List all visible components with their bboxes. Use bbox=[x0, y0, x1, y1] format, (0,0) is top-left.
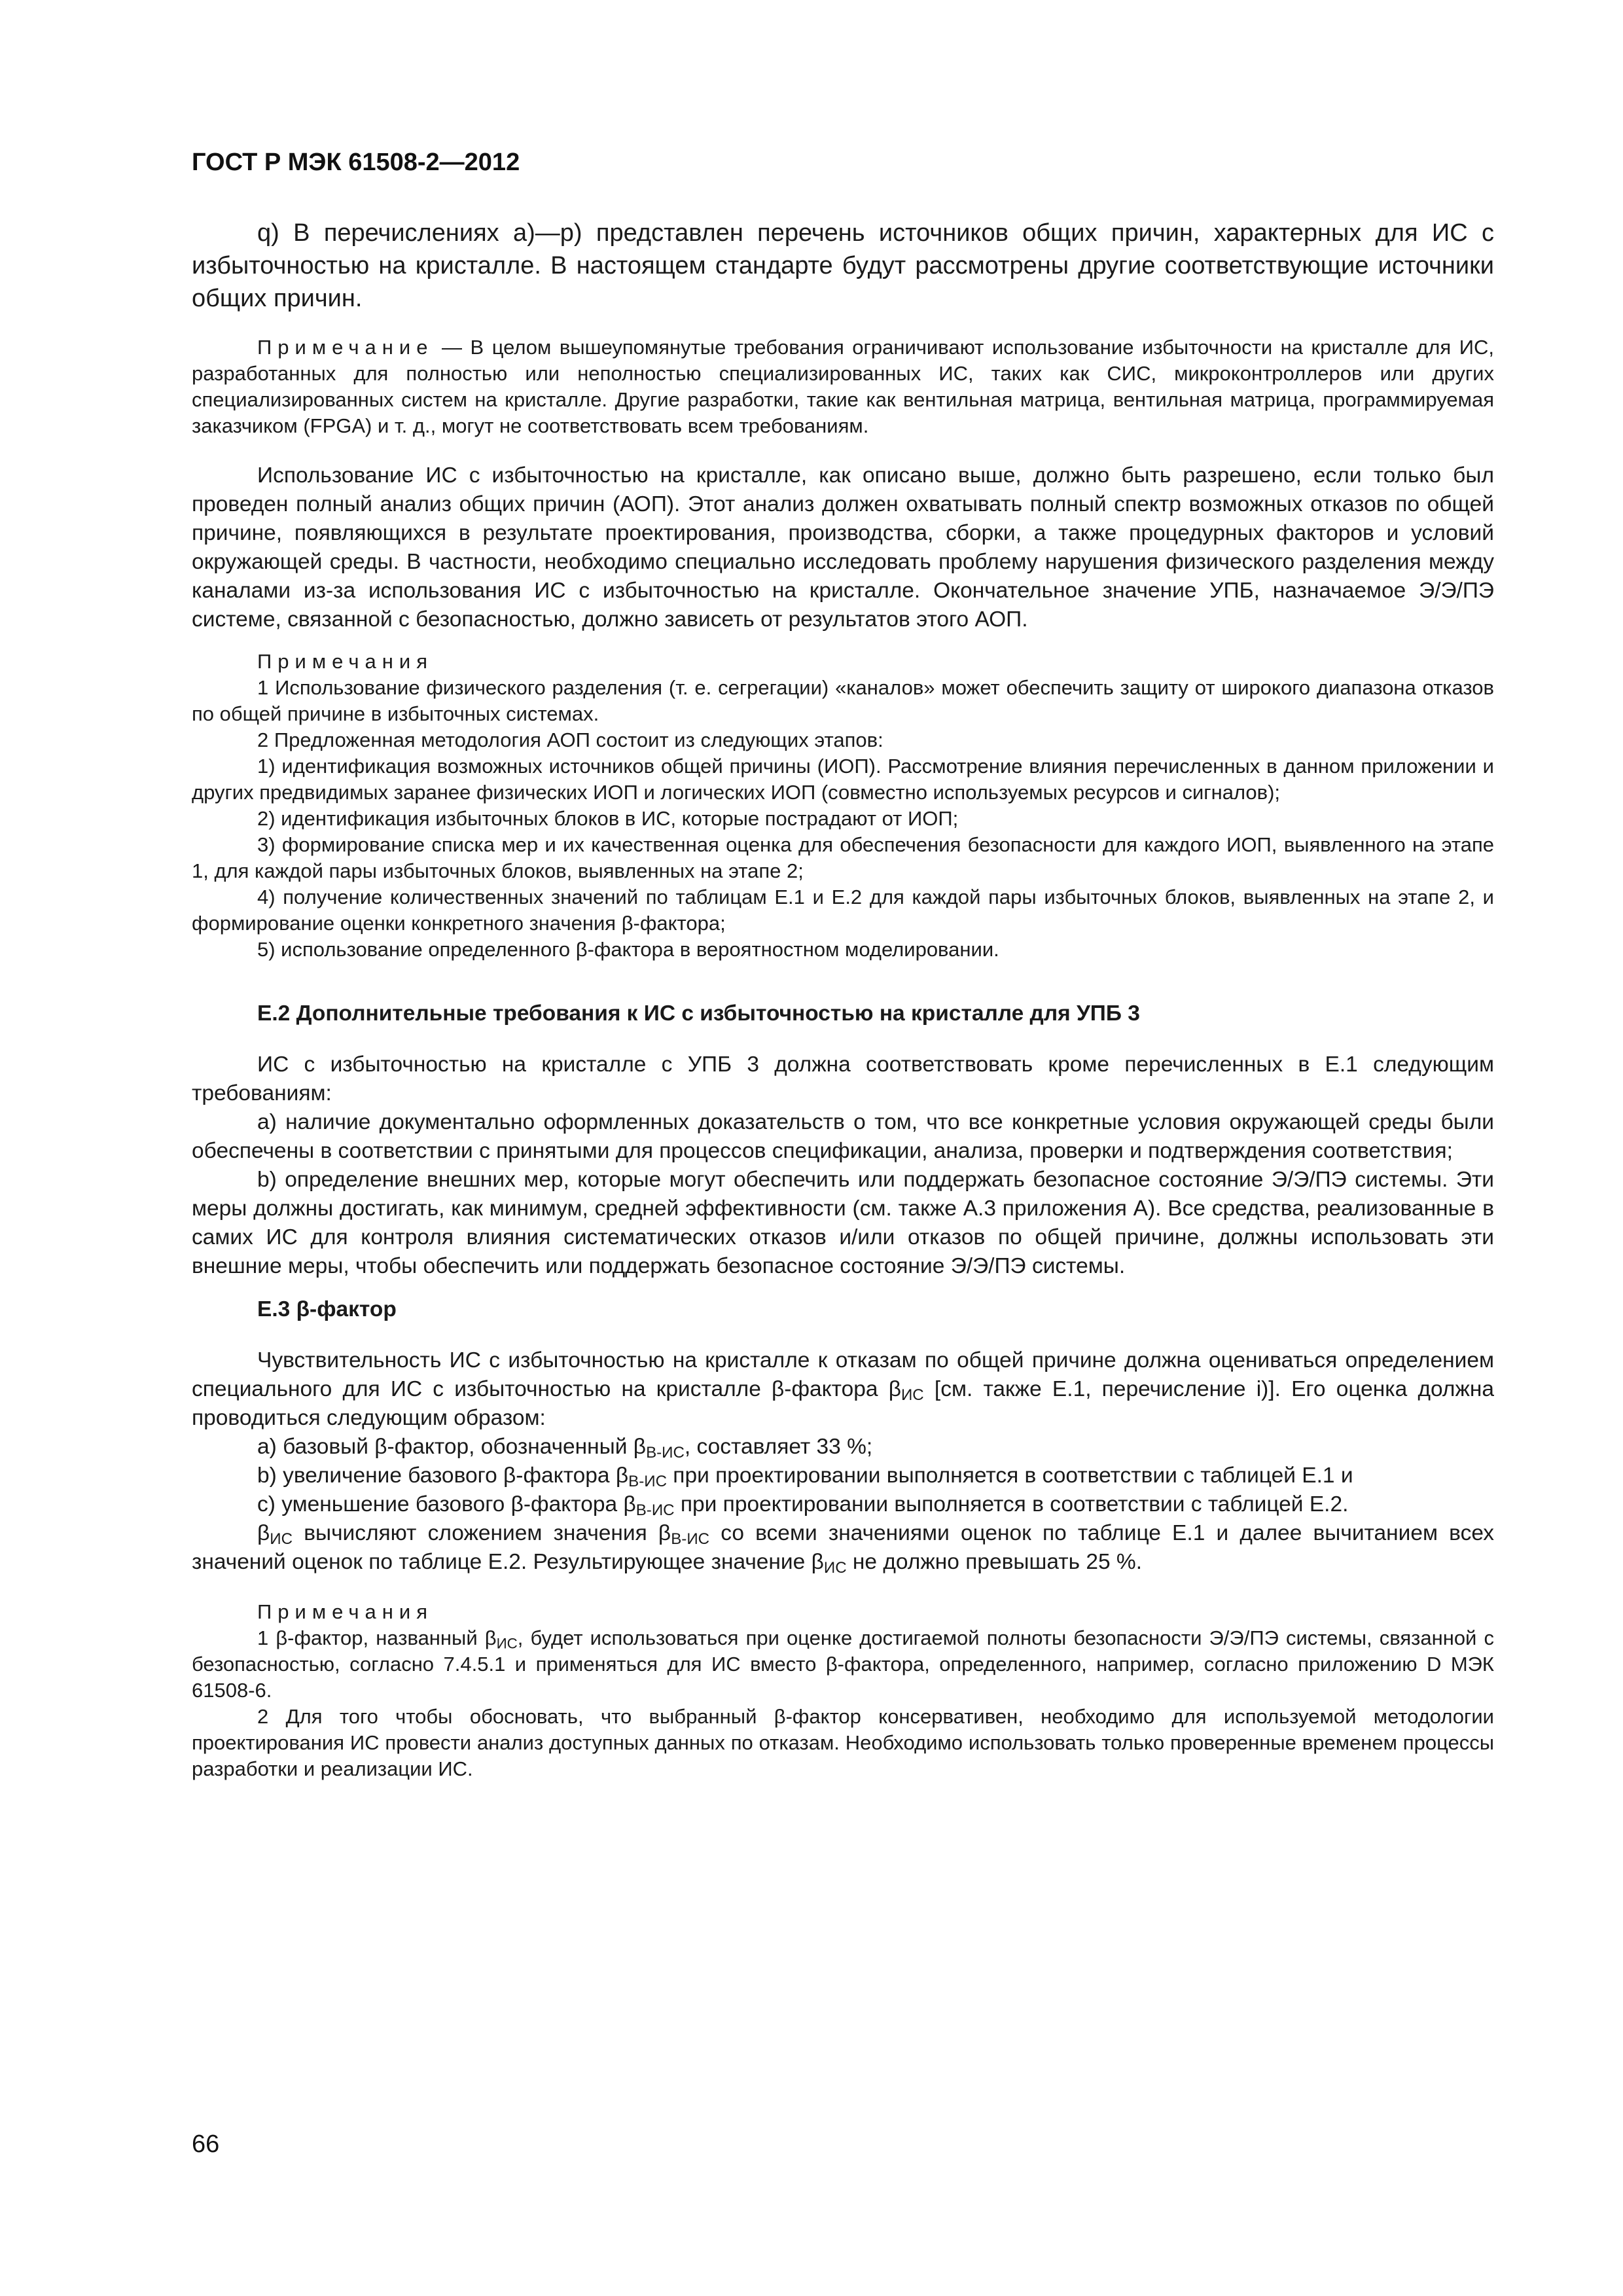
subscript: ИС bbox=[496, 1635, 518, 1652]
text-run: β bbox=[257, 1521, 270, 1545]
subscript: B-ИС bbox=[635, 1501, 675, 1520]
text-run: при проектировании выполняется в соответствии с таблицей Е.2. bbox=[674, 1492, 1349, 1516]
text-run: b) увеличение базового β-фактора β bbox=[257, 1463, 629, 1488]
notes-2-item: 2 Предложенная методология АОП состоит из следующих этапов: bbox=[257, 728, 883, 751]
text-run: со всеми значениями оценок по таблице Е.1 и далее вычитанием всех значений оценок по таблице Е.2. Результирующее значение β bbox=[192, 1521, 1494, 1574]
subscript: B-ИС bbox=[628, 1473, 667, 1491]
page-number: 66 bbox=[192, 2130, 220, 2158]
section-e2 bbox=[192, 999, 1494, 1281]
section-e2-lead: ИС с избыточностью на кристалле с УПБ 3 должна соответствовать кроме перечисленных в Е.1 следующим требованиям: bbox=[192, 1052, 1494, 1105]
notes-3-item-1 bbox=[192, 1625, 1494, 1704]
section-e3-heading: Е.3 β-фактор bbox=[257, 1297, 397, 1321]
notes-2-label: Примечания bbox=[257, 650, 433, 673]
section-e2-item-a: a) наличие документально оформленных доказательств о том, что все конкретные условия окружающей среды были обеспечены в соответствии с принятыми для процессов спецификации, анализа, проверки и подтверждения соответствия; bbox=[192, 1110, 1494, 1163]
notes-2 bbox=[192, 649, 1494, 963]
notes-3 bbox=[192, 1599, 1494, 1782]
text-run: не должно превышать 25 %. bbox=[846, 1550, 1143, 1574]
section-e3-item-c bbox=[192, 1490, 1494, 1519]
section-e3-item-b bbox=[192, 1462, 1494, 1490]
subscript: B-ИС bbox=[646, 1444, 685, 1462]
subscript: ИС bbox=[901, 1386, 924, 1405]
text-run: , будет использоваться при оценке достигаемой полноты безопасности Э/Э/ПЭ системы, связанной с безопасностью, согласно 7.4.5.1 и применяться для ИС вместо β-фактора, определенного, например, согласно приложению D МЭК 61508-6. bbox=[192, 1626, 1494, 1702]
document-page bbox=[192, 147, 1494, 1782]
text-run: при проектировании выполняется в соответствии с таблицей Е.1 и bbox=[667, 1463, 1353, 1488]
notes-3-item-2: 2 Для того чтобы обосновать, что выбранный β-фактор консервативен, необходимо для используемой методологии проектирования ИС провести анализ доступных данных по отказам. Необходимо использовать только проверенные временем процессы разработки и реализации ИС. bbox=[192, 1705, 1494, 1780]
text-run: Чувствительность ИС с избыточностью на кристалле к отказам по общей причине должна оцениваться определением специального для ИС с избыточностью на кристалле β-фактора β bbox=[192, 1348, 1494, 1401]
notes-2-item: 1) идентификация возможных источников общей причины (ИОП). Рассмотрение влияния перечисленных в данном приложении и других предвидимых заранее физических ИОП и логических ИОП (совместно используемых ресурсов и сигналов); bbox=[192, 755, 1494, 804]
section-e2-item-b: b) определение внешних мер, которые могут обеспечить или поддержать безопасное состояние Э/Э/ПЭ системы. Эти меры должны достигать, как минимум, средней эффективности (см. также А.3 приложения А). Все средства, реализованные в самих ИС для контроля влияния систематических отказов и/или отказов по общей причине, должны использовать эти внешние меры, чтобы обеспечить или поддержать безопасное состояние Э/Э/ПЭ системы. bbox=[192, 1168, 1494, 1278]
text-run: c) уменьшение базового β-фактора β bbox=[257, 1492, 636, 1516]
intro-q-item: q) В перечислениях а)—р) представлен перечень источников общих причин, характерных для ИС с избыточностью на кристалле. В настоящем стандарте будут рассмотрены другие соответствующие источники общих причин. bbox=[192, 219, 1494, 312]
notes-3-label: Примечания bbox=[257, 1600, 433, 1623]
section-e3-lead bbox=[192, 1346, 1494, 1433]
section-e3 bbox=[192, 1295, 1494, 1577]
notes-2-item: 2) идентификация избыточных блоков в ИС, которые пострадают от ИОП; bbox=[257, 807, 959, 830]
notes-2-item: 4) получение количественных значений по таблицам Е.1 и Е.2 для каждой пары избыточных блоков, выявленных на этапе 2, и формирование оценки конкретного значения β-фактора; bbox=[192, 886, 1494, 935]
text-run: 1 β-фактор, названный β bbox=[257, 1626, 497, 1649]
section-e3-item-a bbox=[192, 1433, 1494, 1462]
paragraph-aop: Использование ИС с избыточностью на кристалле, как описано выше, должно быть разрешено, если только был проведен полный анализ общих причин (АОП). Этот анализ должен охватывать полный спектр возможных отказов по общей причине, появляющихся в результате проектирования, производства, сборки, а также процедурных факторов и условий окружающей среды. В частности, необходимо специально исследовать проблему нарушения физического разделения между каналами из-за использования ИС с избыточностью на кристалле. Окончательное значение УПБ, назначаемое Э/Э/ПЭ системе, связанной с безопасностью, должно зависеть от результатов этого АОП. bbox=[192, 463, 1494, 632]
note-1-label: Примечание bbox=[257, 336, 434, 359]
section-e3-calculation bbox=[192, 1519, 1494, 1577]
text-run: вычисляют сложением значения β bbox=[293, 1521, 671, 1545]
text-run: [см. также Е.1, перечисление i)]. Его оценка должна проводиться следующим образом: bbox=[192, 1377, 1495, 1430]
text-run: a) базовый β-фактор, обозначенный β bbox=[257, 1435, 647, 1459]
document-header: ГОСТ Р МЭК 61508-2—2012 bbox=[192, 149, 520, 176]
note-1-text: — В целом вышеупомянутые требования ограничивают использование избыточности на кристалле для ИС, разработанных для полностью или неполностью специализированных ИС, таких как СИС, микроконтроллеров или других специализированных систем на кристалле. Другие разработки, такие как вентильная матрица, вентильная матрица, программируемая заказчиком (FPGA) и т. д., могут не соответствовать всем требованиям. bbox=[192, 336, 1494, 437]
note-1 bbox=[192, 334, 1494, 439]
section-e2-heading: Е.2 Дополнительные требования к ИС с избыточностью на кристалле для УПБ 3 bbox=[257, 1001, 1140, 1026]
subscript: B-ИС bbox=[671, 1530, 710, 1549]
intro-section bbox=[192, 217, 1494, 315]
notes-2-item: 3) формирование списка мер и их качественная оценка для обеспечения безопасности для каждого ИОП, выявленного на этапе 1, для каждой пары избыточных блоков, выявленных на этапе 2; bbox=[192, 833, 1494, 882]
text-run: , составляет 33 %; bbox=[684, 1435, 873, 1459]
subscript: ИС bbox=[270, 1530, 293, 1549]
notes-2-item: 1 Использование физического разделения (т. е. сегрегации) «каналов» может обеспечить защиту от широкого диапазона отказов по общей причине в избыточных системах. bbox=[192, 676, 1494, 725]
subscript: ИС bbox=[823, 1559, 847, 1577]
notes-2-item: 5) использование определенного β-фактора в вероятностном моделировании. bbox=[257, 938, 999, 961]
